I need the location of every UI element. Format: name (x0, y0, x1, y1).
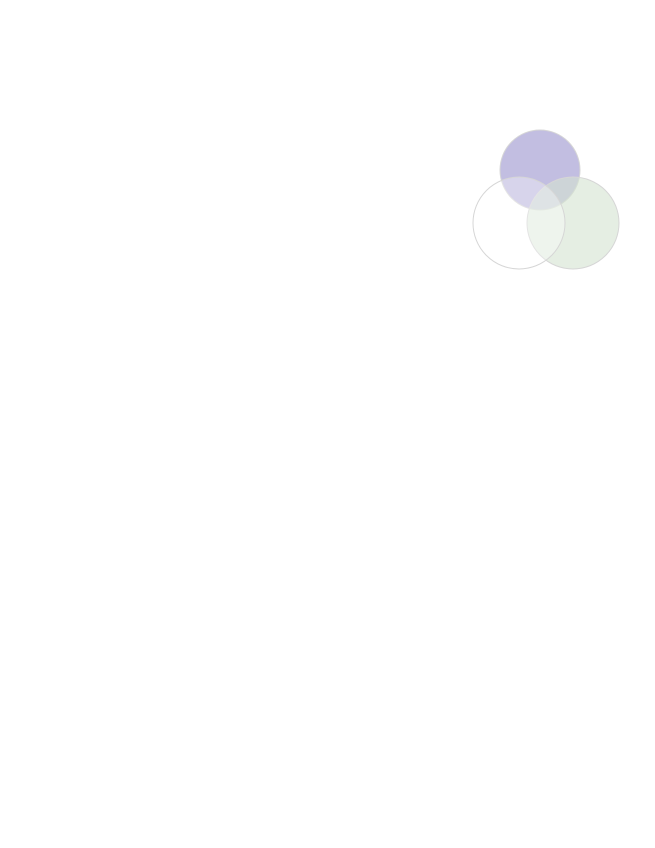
venn-diagram (466, 128, 636, 272)
venn-circle-left (473, 177, 565, 269)
